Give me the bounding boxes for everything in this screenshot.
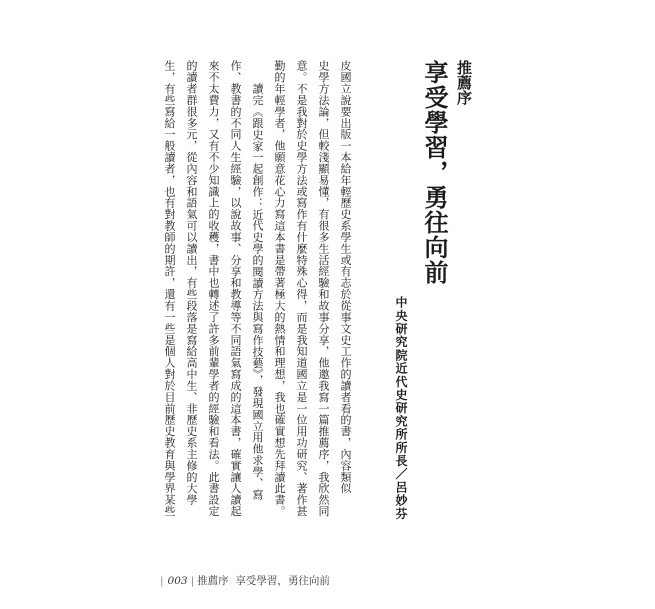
footer-running-title: 享受學習，勇往向前 — [235, 575, 330, 587]
body-column-6: 作、教書的不同人生經驗，以說故事、分享和教導等不同語氣寫成的這本書，確實讓人讀起 — [229, 60, 242, 517]
body-column-5: 讀完《跟史家一起創作：近代史學的閱讀方法與寫作技藝》，發現國立用他求學、寫 — [251, 83, 264, 501]
footer-separator: | — [190, 575, 195, 587]
body-column-8: 的讀者群很多元，從內容和語氣可以讀出，有些段落是寫給高中生、非歷史系主修的大學 — [185, 60, 198, 506]
page-number: 003 — [167, 575, 188, 587]
body-column-1: 皮國立說要出版一本給年輕歷史系學生或有志於從事文史工作的讀者看的書，內容類似 — [339, 60, 352, 494]
body-column-9: 生，有些寫給一般讀者，也有對教師的期許，還有一些是個人對於目前歷史教育與學界某些 — [163, 60, 176, 517]
author-line: 中央研究院近代史研究所所長／呂妙芬 — [394, 296, 408, 521]
body-column-4: 勤的年輕學者，他願意花心力寫這本書是帶著極大的熱情和理想，我也確實想先拜讀此書。 — [273, 60, 286, 517]
page-footer — [160, 573, 330, 588]
body-column-2: 史學方法論，但較淺顯易懂，有很多生活經驗和故事分享，他邀我寫一篇推薦序，我欣然同 — [317, 60, 330, 517]
body-column-3: 意。不是我對於史學方法或寫作有什麼特殊心得，而是我知道國立是一位用功研究、著作甚 — [295, 60, 308, 517]
footer-section: 推薦序 — [197, 575, 229, 587]
footer-divider: | — [160, 575, 164, 587]
page-title: 享受學習，勇往向前 — [420, 60, 449, 285]
section-label: 推薦序 — [455, 60, 473, 105]
body-column-7: 來不太費力，又有不少知識上的收穫，書中也轉述了許多前輩學者的經驗和看法。此書設定 — [207, 60, 220, 517]
